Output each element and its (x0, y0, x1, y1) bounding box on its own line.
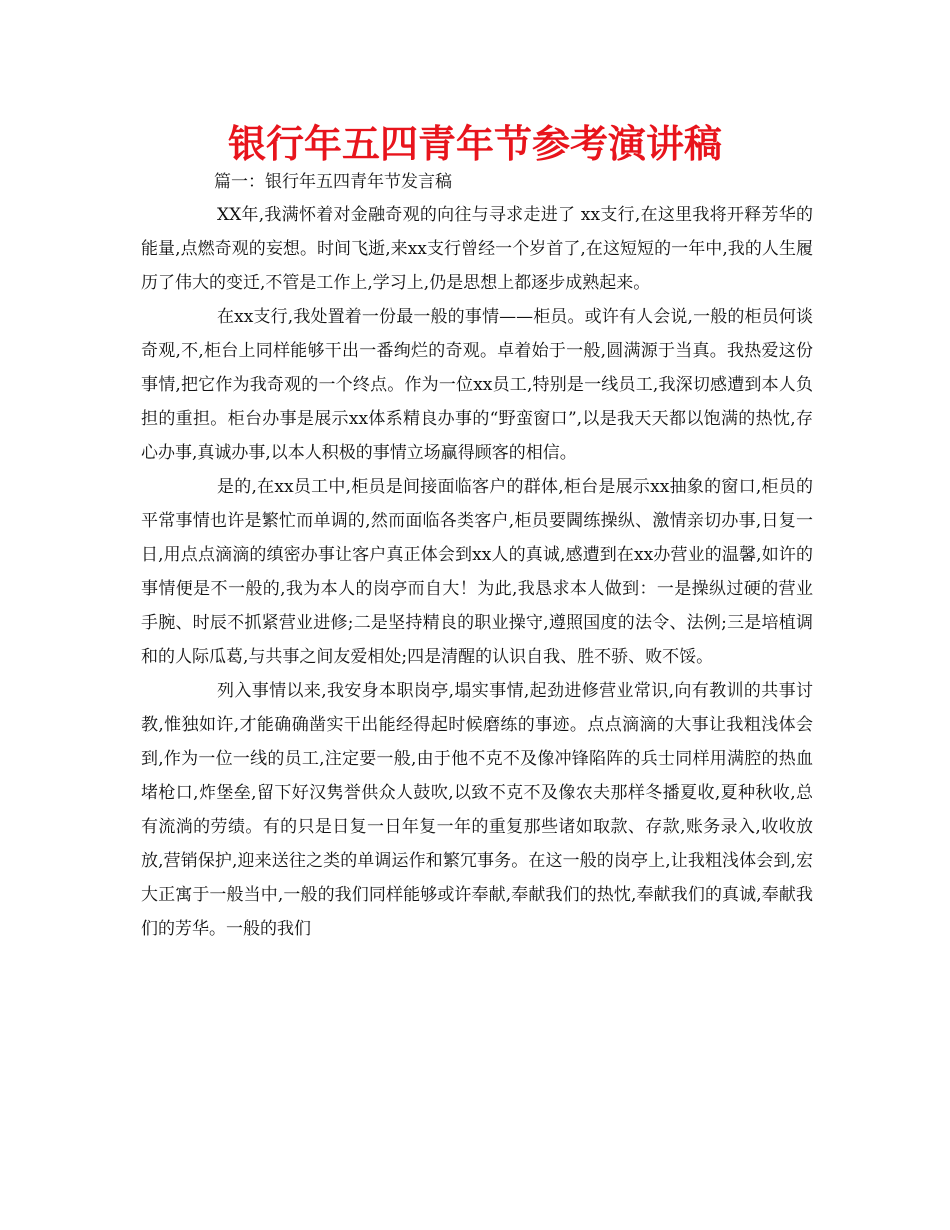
paragraph-2: 在xx支行,我处置着一份最一般的事情——柜员。或许有人会说,一般的柜员何谈奇观,不,柜台上同样能够干出一番绚烂的奇观。卓着始于一般,圆满源于当真。我热爱这份事情,把它作为我奇观的一个终点。作为一位xx员工,特别是一线员工,我深切感遭到本人负担的重担。柜台办事是展示xx体系精良办事的“野蛮窗口”,以是我天天都以饱满的热忱,存心办事,真诚办事,以本人积极的事情立场赢得顾客的相信。 (141, 307, 813, 463)
document-body (141, 198, 813, 946)
paragraph-3: 是的,在xx员工中,柜员是间接面临客户的群体,柜台是展示xx抽象的窗口,柜员的平常事情也许是繁忙而单调的,然而面临各类客户,柜员要閪练操纵、激情亲切办事,日复一日,用点点滴滴的缜密办事让客户真正体会到xx人的真诚,感遭到在xx办营业的温馨,如许的事情便是不一般的,我为本人的岗亭而自大！为此,我恳求本人做到：一是操纵过硬的营业手腕、时辰不抓紧营业进修;二是坚持精良的职业操守,遵照国度的法令、法例;三是培植调和的人际瓜葛,与共事之间友爱相处;四是清醒的认识自我、胜不骄、败不馁。 (141, 477, 813, 667)
document-title: 银行年五四青年节参考演讲稿 (227, 122, 722, 166)
paragraph-4: 列入事情以来,我安身本职岗亭,塌实事情,起劲进修营业常识,向有教训的共事讨教,惟独如许,才能确确凿实干出能经得起时候磨练的事迹。点点滴滴的大事让我粗浅体会到,作为一位一线的员工,注定要一般,由于他不克不及像冲锋陷阵的兵士同样用满腔的热血堵枪口,炸堡垒,留下好汉隽誉供众人鼓吹,以致不克不及像农夫那样冬播夏收,夏种秋收,总有流淌的劳绩。有的只是日复一日年复一年的重复那些诸如取款、存款,账务录入,收收放放,营销保护,迎来送往之类的单调运作和繁冗事务。在这一般的岗亭上,让我粗浅体会到,宏大正寓于一般当中,一般的我们同样能够或许奉献,奉献我们的热忱,奉献我们的真诚,奉献我们的芳华。一般的我们 (141, 681, 813, 939)
paragraph-1: XX年,我满怀着对金融奇观的向往与寻求走进了 xx支行,在这里我将开释芳华的能量,点燃奇观的妄想。时间飞逝,来xx支行曾经一个岁首了,在这短短的一年中,我的人生履历了伟大的变迁,不管是工作上,学习上,仍是思想上都逐步成熟起来。 (141, 205, 813, 293)
document-subtitle: 篇一：银行年五四青年节发言稿 (214, 172, 452, 192)
